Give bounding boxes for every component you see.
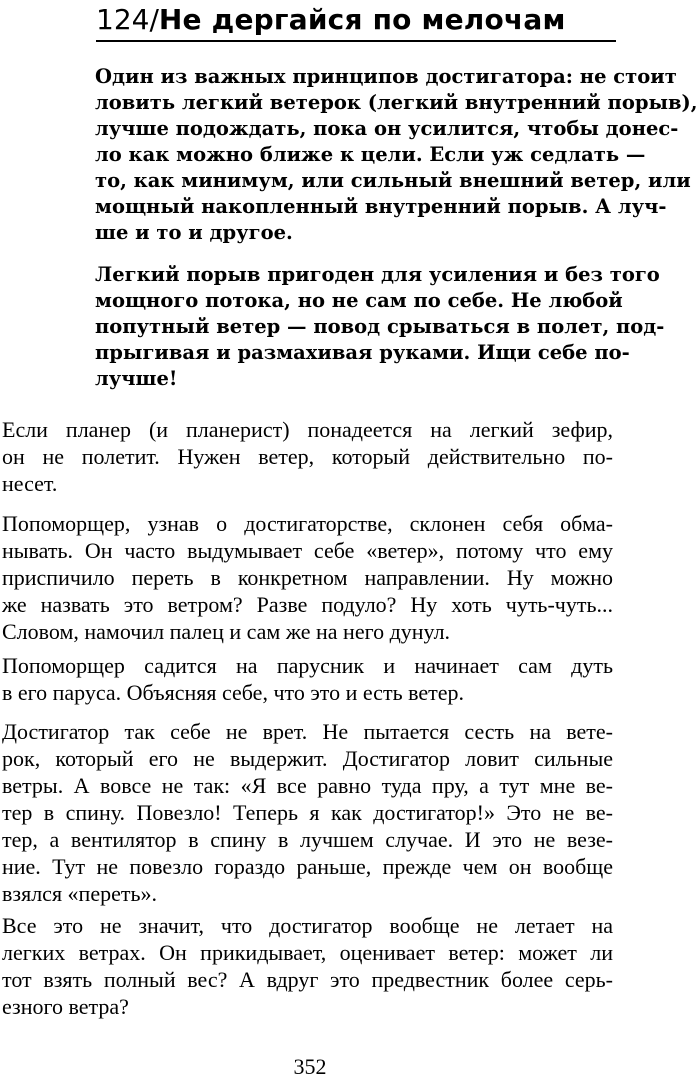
text-line: ше и то и другое. [95,221,293,244]
body-paragraph [2,912,613,1020]
text-line: в его паруса. Объясняя себе, что это и есть ветер. [2,680,464,705]
text-line: попутный ветер — повод срываться в полет, под- [95,315,665,338]
text-line: ветры. А вовсе не так: «Я все равно туда пру, а тут мне ве- [2,773,613,798]
header-page-ref: 124/ [96,3,159,36]
body-paragraph [2,416,613,497]
text-line: приспичило переть в конкретном направлении. Ну можно [2,565,613,590]
text-line: же назвать это ветром? Разве подуло? Ну хоть чуть-чуть... [2,592,613,617]
text-line: тот взять полный вес? А вдруг это предвестник более серь- [2,967,613,992]
text-line: лучше! [95,367,178,390]
text-line: нывать. Он часто выдумывает себе «ветер», потому что ему [2,538,613,563]
text-line: лучше подождать, пока он усилится, чтобы донес- [95,117,679,140]
text-line: то, как минимум, или сильный внешний ветер, или [95,169,691,192]
text-line: Все это не значит, что достигатор вообще не летает на [2,913,613,938]
text-line: Попоморщер садится на парусник и начинает сам дуть [2,653,613,678]
text-line: взялся «переть». [2,881,158,906]
text-line: Если планер (и планерист) понадеется на легкий зефир, [2,417,613,442]
bold-paragraph [95,262,665,392]
text-line: ло как можно ближе к цели. Если уж седлать — [95,143,646,166]
text-line: Легкий порыв пригоден для усиления и без того [95,263,660,286]
header-title: Не дергайся по мелочам [158,3,566,36]
text-line: Достигатор так себе не врет. Не пытается сесть на вете- [2,719,613,744]
text-line: езного ветра? [2,994,129,1019]
page-number: 352 [293,1054,327,1079]
text-line: мощного потока, но не сам по себе. Не любой [95,289,623,312]
text-line: ние. Тут не повезло гораздо раньше, прежде чем он вообще [2,854,613,879]
running-header [96,2,616,42]
text-line: Попоморщер, узнав о достигаторстве, склонен себя обма- [2,511,613,536]
header-rule [96,40,616,42]
body-paragraph [2,510,613,645]
text-line: он не полетит. Нужен ветер, который действительно по- [2,444,613,469]
text-line: Один из важных принципов достигатора: не стоит [95,65,677,88]
body-paragraph [2,718,613,907]
text-line: несет. [2,471,58,496]
text-line: Словом, намочил палец и сам же на него дунул. [2,619,451,644]
text-line: тер в спину. Повезло! Теперь я как достигатор!» Это не ве- [2,800,613,825]
text-line: прыгивая и размахивая руками. Ищи себе по- [95,341,630,364]
text-line: легких ветрах. Он прикидывает, оценивает ветер: может ли [2,940,613,965]
text-line: рок, который его не выдержит. Достигатор ловит сильные [2,746,613,771]
text-line: мощный накопленный внутренний порыв. А луч- [95,195,667,218]
body-paragraph [2,652,613,706]
text-line: ловить легкий ветерок (легкий внутренний порыв), [95,91,698,114]
text-line: тер, а вентилятор в спину в лучшем случае. И это не везе- [2,827,613,852]
bold-paragraph [95,64,698,246]
